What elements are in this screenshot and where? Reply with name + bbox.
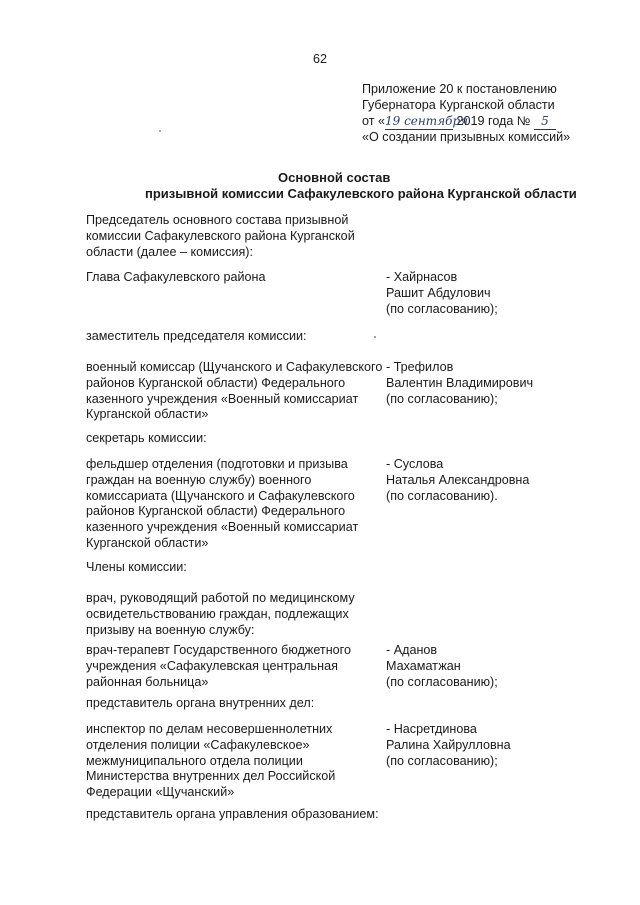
title-line-1: Основной состав bbox=[278, 170, 391, 185]
section-text: представитель органа управления образованием: bbox=[86, 807, 379, 821]
position-text: фельдшер отделения (подготовки и призыва граждан на военную службу) военного комиссариата (Щучанского и Сафакулевского районов Курганской области) Федерального казенного учреждения «Военный комиссариат Курганской области» bbox=[86, 457, 359, 550]
annex-line-2: Губернатора Курганской области bbox=[362, 97, 555, 112]
title-line-2: призывной комиссии Сафакулевского района Курганской области bbox=[145, 186, 577, 201]
section-text: представитель органа внутренних дел: bbox=[86, 696, 315, 710]
position-text: военный комиссар (Щучанского и Сафакулевского районов Курганской области) Федерального казенного учреждения «Военный комиссариат Курганской области» bbox=[86, 360, 383, 422]
person-text: - Суслова Наталья Александровна (по согласованию). bbox=[386, 457, 530, 503]
person-text: - Аданов Махаматжан (по согласованию); bbox=[386, 643, 498, 689]
person-text: - Хайрнасов Рашит Абдулович (по согласованию); bbox=[386, 270, 498, 316]
annex-date-prefix: от « bbox=[362, 113, 385, 128]
position-text: врач-терапевт Государственного бюджетного учреждения «Сафакулевская центральная районная больница» bbox=[86, 643, 351, 689]
section-text: заместитель председателя комиссии: bbox=[86, 329, 307, 343]
annex-number-handwritten: 5 bbox=[534, 114, 556, 131]
section-text: секретарь комиссии: bbox=[86, 431, 207, 445]
page-number: 62 bbox=[312, 52, 327, 66]
section-text: врач, руководящий работой по медицинскому освидетельствованию граждан, подлежащих призыву на военную службу: bbox=[86, 591, 355, 637]
scan-speck bbox=[159, 130, 161, 132]
annex-line-1: Приложение 20 к постановлению bbox=[362, 82, 557, 96]
annex-date-handwritten: 19 сентября bbox=[385, 114, 453, 131]
person-text: - Насретдинова Ралина Хайрулловна (по согласованию); bbox=[386, 722, 511, 768]
person-text: - Трефилов Валентин Владимирович (по согласованию); bbox=[386, 360, 534, 406]
section-text: Председатель основного состава призывной комиссии Сафакулевского района Курганской области (далее – комиссия): bbox=[86, 213, 355, 259]
annex-date-middle: 2019 года № bbox=[453, 113, 534, 128]
position-text: Глава Сафакулевского района bbox=[86, 270, 266, 284]
position-text: инспектор по делам несовершеннолетних отделения полиции «Сафакулевское» межмуниципального отдела полиции Министерства внутренних дел Российской Федерации «Щучанский» bbox=[86, 722, 336, 800]
section-text: Члены комиссии: bbox=[86, 560, 187, 574]
annex-line-4: «О создании призывных комиссий» bbox=[362, 130, 571, 145]
annex-line-3 bbox=[362, 114, 632, 131]
annex-header bbox=[362, 82, 632, 146]
